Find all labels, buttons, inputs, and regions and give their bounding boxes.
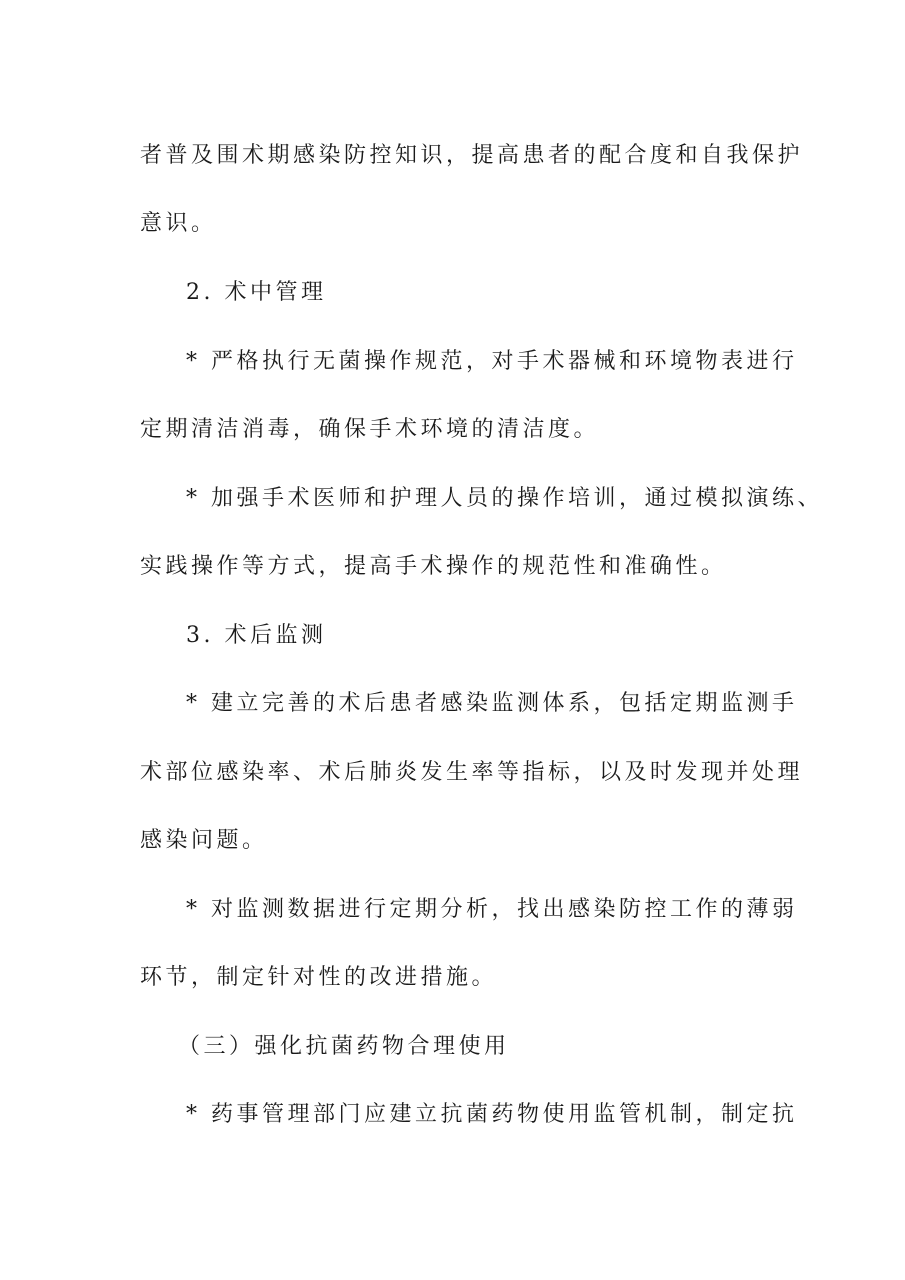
- bullet-item: * 对监测数据进行定期分析，找出感染防控工作的薄弱: [186, 897, 798, 922]
- text-line: 定期清洁消毒，确保手术环境的清洁度。: [140, 417, 600, 442]
- section-heading: 2. 术中管理: [186, 280, 327, 305]
- text-line: 意识。: [140, 211, 217, 236]
- text-line: 术部位感染率、术后肺炎发生率等指标，以及时发现并处理: [140, 760, 804, 785]
- bullet-item: * 严格执行无菌操作规范，对手术器械和环境物表进行: [186, 349, 798, 374]
- text-line: 实践操作等方式，提高手术操作的规范性和准确性。: [140, 554, 727, 579]
- text-line: 感染问题。: [140, 828, 268, 853]
- text-line: 环节，制定针对性的改进措施。: [140, 965, 498, 990]
- bullet-item: * 药事管理部门应建立抗菌药物使用监管机制，制定抗: [186, 1102, 798, 1127]
- bullet-item: * 加强手术医师和护理人员的操作培训，通过模拟演练、: [186, 486, 823, 511]
- subsection-heading: （三）强化抗菌药物合理使用: [178, 1034, 510, 1059]
- section-heading: 3. 术后监测: [186, 623, 327, 648]
- text-line: 者普及围术期感染防控知识，提高患者的配合度和自我保护: [140, 143, 804, 168]
- bullet-item: * 建立完善的术后患者感染监测体系，包括定期监测手: [186, 691, 798, 716]
